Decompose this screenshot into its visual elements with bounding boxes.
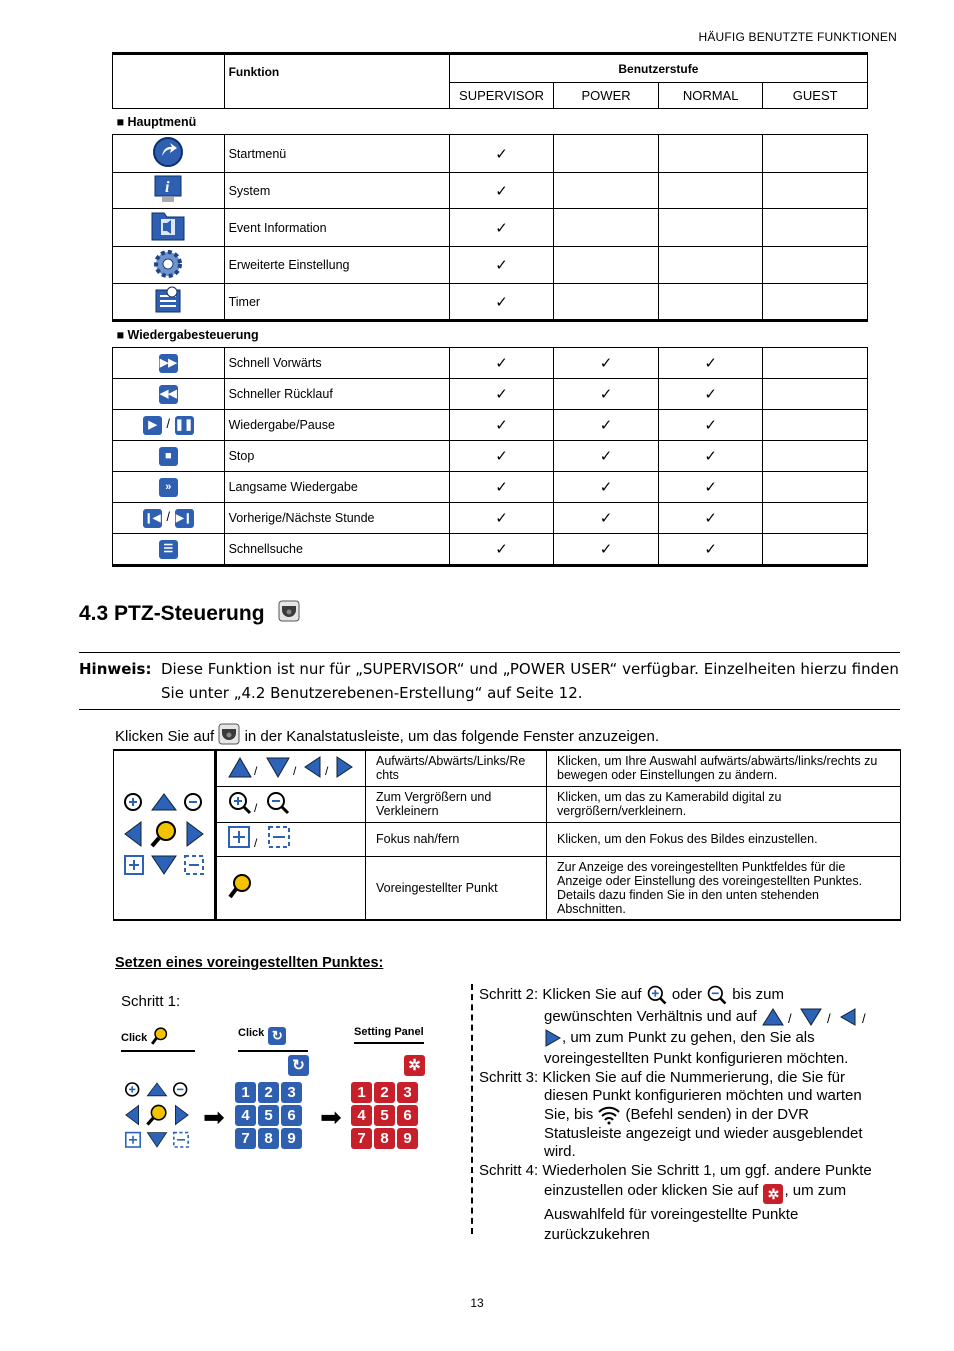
table-row — [113, 173, 868, 209]
click-instruction: Klicken Sie auf in der Kanalstatusleiste, um das folgende Fenster anzuzeigen. — [115, 723, 659, 745]
rewind-icon: ◀◀ — [158, 384, 179, 405]
check-normal — [658, 173, 763, 209]
table-row — [113, 284, 868, 321]
check-guest — [763, 348, 868, 379]
ptz-desc: Klicken, um Ihre Auswahl aufwärts/abwärts/links/rechts zu bewegen oder Einstellungen zu ändern. — [547, 750, 901, 786]
function-name: Langsame Wiedergabe — [224, 472, 449, 503]
number-button-9: 9 — [281, 1128, 302, 1149]
svg-text:/: / — [254, 763, 258, 778]
check-power: ✓ — [554, 534, 659, 566]
check-guest — [763, 410, 868, 441]
function-name: Schneller Rücklauf — [224, 379, 449, 410]
number-button-7: 7 — [235, 1128, 256, 1149]
check-power: ✓ — [554, 441, 659, 472]
table-row — [113, 503, 868, 534]
number-button-3: 3 — [281, 1082, 302, 1103]
preset-point-icon — [150, 1026, 170, 1046]
start-menu-icon — [152, 136, 184, 171]
table-row — [113, 247, 868, 284]
check-supervisor: ✓ — [449, 284, 554, 321]
number-button-5: 5 — [258, 1105, 279, 1126]
click-label-1: Click — [121, 1026, 195, 1052]
play-pause-icon: ▶ / ❚❚ — [142, 415, 194, 436]
quick-search-icon: ☰ — [158, 539, 179, 560]
number-button-8: 8 — [258, 1128, 279, 1149]
arrow-right-icon — [544, 1028, 562, 1048]
section-title: ■ Wiedergabesteuerung — [113, 321, 868, 348]
function-name: Stop — [224, 441, 449, 472]
check-normal — [658, 135, 763, 173]
check-guest — [763, 503, 868, 534]
ptz-table — [113, 749, 901, 921]
preset-point-icon — [227, 872, 255, 900]
number-button-6: 6 — [397, 1105, 418, 1126]
svg-text:/: / — [787, 1011, 792, 1027]
check-power: ✓ — [554, 379, 659, 410]
ptz-desc: Klicken, um das zu Kamerabild digital zu vergrößern/verkleinern. — [547, 786, 901, 822]
ptz-control-pad-icon — [121, 1078, 193, 1152]
check-power: ✓ — [554, 410, 659, 441]
ptz-desc: Zur Anzeige des voreingestellten Punktfeldes für die Anzeige oder Einstellung des voreingestellten Punktes. Details dazu finden Sie in den unten stehenden Abschnitten. — [547, 856, 901, 920]
check-normal: ✓ — [658, 441, 763, 472]
check-supervisor: ✓ — [449, 209, 554, 247]
check-normal: ✓ — [658, 472, 763, 503]
number-button-2: 2 — [374, 1082, 395, 1103]
check-guest — [763, 441, 868, 472]
section-row — [113, 321, 868, 348]
check-power: ✓ — [554, 503, 659, 534]
function-name: Schnellsuche — [224, 534, 449, 566]
function-name: Timer — [224, 284, 449, 321]
check-power: ✓ — [554, 472, 659, 503]
zoom-in-icon — [646, 984, 668, 1006]
check-normal: ✓ — [658, 410, 763, 441]
col-function: Funktion — [224, 54, 449, 109]
section-title: ■ Hauptmenü — [113, 109, 868, 135]
number-button-5: 5 — [374, 1105, 395, 1126]
steps-column — [471, 984, 899, 1244]
number-button-1: 1 — [235, 1082, 256, 1103]
table-row — [113, 209, 868, 247]
ptz-panel-icon — [114, 750, 216, 920]
check-normal — [658, 284, 763, 321]
check-guest — [763, 284, 868, 321]
table-row — [113, 472, 868, 503]
table-row — [113, 379, 868, 410]
svg-text:/: / — [325, 763, 329, 778]
check-guest — [763, 379, 868, 410]
number-button-2: 2 — [258, 1082, 279, 1103]
ptz-name: Fokus nah/fern — [366, 822, 547, 856]
section-row — [113, 109, 868, 135]
check-supervisor: ✓ — [449, 379, 554, 410]
setting-panel-label: Setting Panel — [354, 1026, 424, 1044]
check-supervisor: ✓ — [449, 503, 554, 534]
function-name: Schnell Vorwärts — [224, 348, 449, 379]
col-level: Benutzerstufe — [449, 54, 867, 83]
refresh-icon: ↻ — [268, 1027, 286, 1045]
number-button-3: 3 — [397, 1082, 418, 1103]
subheading: Setzen eines voreingestellten Punktes: — [115, 955, 384, 971]
ptz-camera-icon — [218, 723, 240, 745]
check-power — [554, 284, 659, 321]
check-normal — [658, 247, 763, 284]
refresh-icon: ↻ — [288, 1055, 309, 1076]
zoom-out-icon — [706, 984, 728, 1006]
check-power — [554, 135, 659, 173]
check-supervisor: ✓ — [449, 534, 554, 566]
number-panel-blue — [234, 1054, 310, 1150]
check-guest — [763, 135, 868, 173]
svg-text:i: i — [165, 179, 170, 196]
number-panel-red — [350, 1054, 426, 1150]
ptz-desc: Klicken, um den Fokus des Bildes einzustellen. — [547, 822, 901, 856]
check-supervisor: ✓ — [449, 348, 554, 379]
arrow-up-down-left-icon — [761, 1007, 873, 1027]
check-normal: ✓ — [658, 534, 763, 566]
check-guest — [763, 209, 868, 247]
number-button-4: 4 — [351, 1105, 372, 1126]
check-guest — [763, 173, 868, 209]
focus-near-far-icon — [227, 825, 297, 851]
ptz-name: Voreingestellter Punkt — [366, 856, 547, 920]
level-supervisor: SUPERVISOR — [449, 83, 554, 109]
svg-text:/: / — [254, 835, 258, 850]
running-header: HÄUFIG BENUTZTE FUNKTIONEN — [698, 30, 897, 44]
level-normal: NORMAL — [658, 83, 763, 109]
step-4: Schritt 4: Wiederholen Sie Schritt 1, um ggf. andere Punkte einzustellen oder klicken Sie auf ✲ , um zum Auswahlfeld für voreingestellte Punkte zurückzukehren — [479, 1162, 872, 1244]
fast-forward-icon: ▶▶ — [158, 353, 179, 374]
function-name: Erweiterte Einstellung — [224, 247, 449, 284]
step1-illustration — [121, 1018, 426, 1154]
settings-gear-icon: ✲ — [763, 1184, 783, 1204]
ptz-name: Aufwärts/Abwärts/Links/Re chts — [366, 750, 547, 786]
function-name: Startmenü — [224, 135, 449, 173]
svg-text:/: / — [826, 1011, 831, 1027]
level-guest: GUEST — [763, 83, 868, 109]
step1-label: Schritt 1: — [121, 993, 181, 1010]
advanced-settings-gear-icon — [152, 248, 184, 283]
check-power: ✓ — [554, 348, 659, 379]
prev-next-hour-icon: ❙◀ / ▶❙ — [142, 508, 194, 529]
ptz-focus-cell — [216, 822, 366, 856]
ptz-name: Zum Vergrößern und Verkleinern — [366, 786, 547, 822]
click-label-2: Click ↻ — [238, 1026, 308, 1052]
function-name: Event Information — [224, 209, 449, 247]
event-info-icon — [149, 209, 187, 246]
number-button-9: 9 — [397, 1128, 418, 1149]
ptz-camera-icon — [278, 600, 300, 622]
check-normal: ✓ — [658, 503, 763, 534]
number-button-8: 8 — [374, 1128, 395, 1149]
ptz-preset-cell — [216, 856, 366, 920]
check-power — [554, 173, 659, 209]
note-label: Hinweis: — [79, 660, 152, 678]
function-name: Vorherige/Nächste Stunde — [224, 503, 449, 534]
table-row — [113, 348, 868, 379]
check-guest — [763, 472, 868, 503]
check-guest — [763, 534, 868, 566]
check-supervisor: ✓ — [449, 135, 554, 173]
page-number: 13 — [470, 1296, 484, 1310]
function-name: System — [224, 173, 449, 209]
table-row — [113, 410, 868, 441]
number-button-4: 4 — [235, 1105, 256, 1126]
settings-gear-icon: ✲ — [404, 1055, 425, 1076]
check-power — [554, 209, 659, 247]
step-2: Schritt 2: Klicken Sie auf oder bis zum gewünschten Verhältnis und auf / / / , um zum Punkt zu gehen, den Sie als voreingestellten Punkt konfigurieren möchten. — [479, 984, 899, 1069]
level-power: POWER — [554, 83, 659, 109]
slow-play-icon: » — [158, 477, 179, 498]
note-box — [79, 652, 900, 710]
arrow-up-down-left-right-icon — [227, 755, 355, 779]
permission-table — [112, 52, 868, 567]
check-power — [554, 247, 659, 284]
table-row — [113, 441, 868, 472]
section-title: 4.3 PTZ-Steuerung — [79, 600, 300, 626]
ptz-control-pad-icon — [119, 788, 209, 880]
svg-text:/: / — [254, 800, 258, 815]
function-name: Wiedergabe/Pause — [224, 410, 449, 441]
ptz-arrows-cell — [216, 750, 366, 786]
svg-text:/: / — [861, 1011, 866, 1027]
note-text: Diese Funktion ist nur für „SUPERVISOR“ und „POWER USER“ verfügbar. Einzelheiten hierzu finden Sie unter „4.2 Benutzerebenen-Erstellung“ auf Seite 12. — [161, 660, 899, 702]
timer-icon — [152, 284, 184, 319]
system-info-icon — [152, 174, 184, 207]
check-supervisor: ✓ — [449, 410, 554, 441]
check-normal: ✓ — [658, 379, 763, 410]
step-3: Schritt 3: Klicken Sie auf die Nummerierung, die Sie für diesen Punkt konfigurieren möchten und warten Sie, bis (Befehl senden) in der DVR Statusleiste angezeigt und wieder ausgeblendet wird. — [479, 1069, 863, 1161]
svg-text:/: / — [293, 763, 297, 778]
check-supervisor: ✓ — [449, 247, 554, 284]
check-normal — [658, 209, 763, 247]
zoom-in-out-icon — [227, 790, 297, 816]
table-row — [113, 135, 868, 173]
check-supervisor: ✓ — [449, 472, 554, 503]
number-button-7: 7 — [351, 1128, 372, 1149]
number-button-1: 1 — [351, 1082, 372, 1103]
send-command-wifi-icon — [597, 1105, 621, 1125]
table-row — [113, 534, 868, 566]
stop-icon: ■ — [158, 446, 179, 467]
number-button-6: 6 — [281, 1105, 302, 1126]
arrow-right-icon: ➡ — [320, 1102, 342, 1132]
check-guest — [763, 247, 868, 284]
arrow-right-icon: ➡ — [203, 1102, 225, 1132]
check-normal: ✓ — [658, 348, 763, 379]
check-supervisor: ✓ — [449, 173, 554, 209]
check-supervisor: ✓ — [449, 441, 554, 472]
ptz-zoom-cell — [216, 786, 366, 822]
